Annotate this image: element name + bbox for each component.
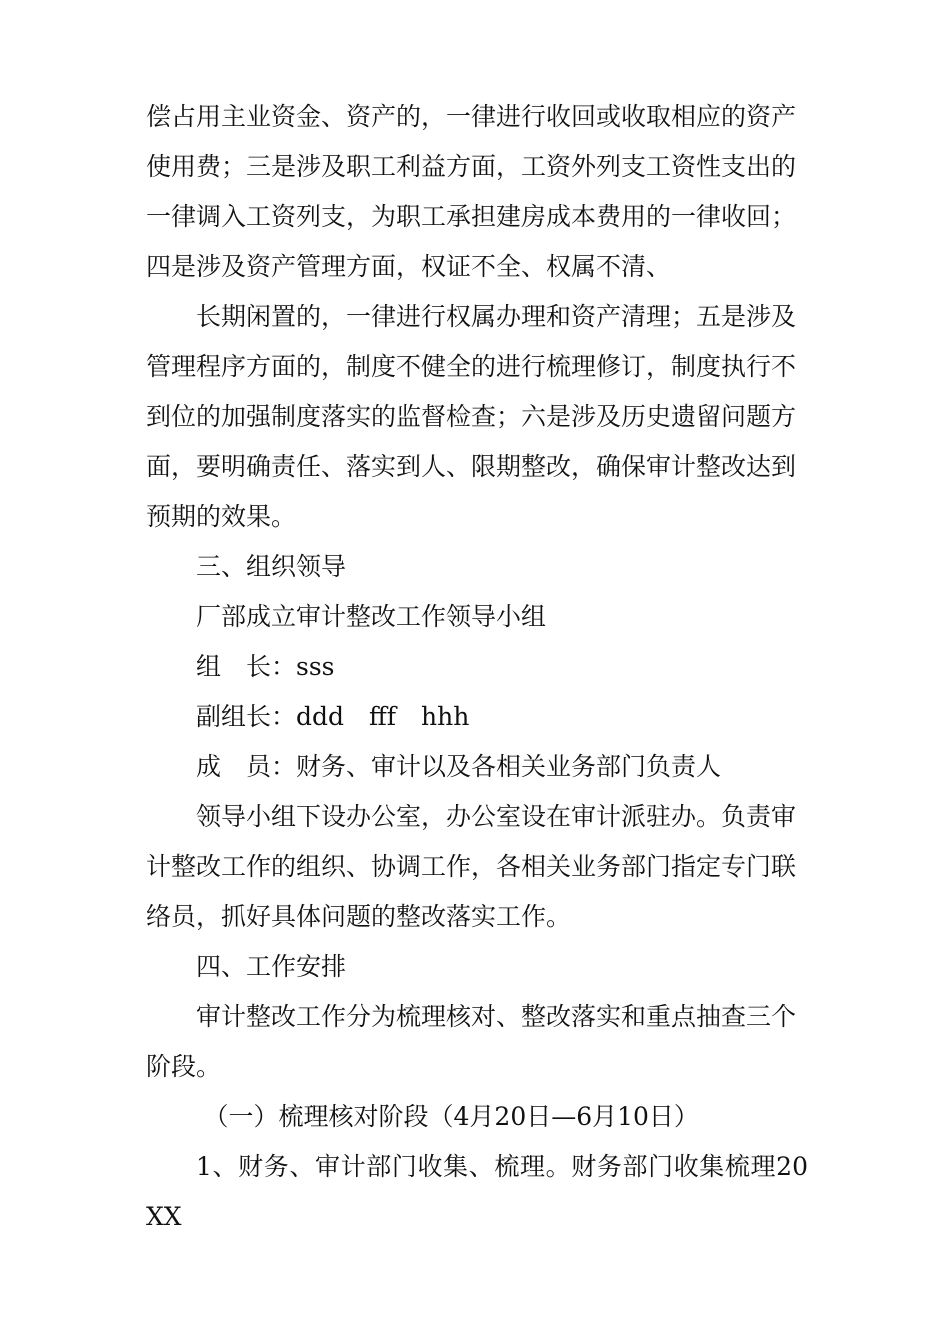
- stage1-heading: （一）梳理核对阶段（4月20日—6月10日）: [203, 1102, 699, 1131]
- text-line: 阶段。: [146, 1052, 222, 1081]
- text-line: 长期闲置的，一律进行权属办理和资产清理；五是涉及: [196, 302, 797, 331]
- text-line: 四是涉及资产管理方面，权证不全、权属不清、: [146, 252, 672, 281]
- paragraph-office: [146, 792, 808, 942]
- text-line: 使用费；三是涉及职工利益方面，工资外列支工资性支出的: [146, 152, 797, 181]
- leading-group-line: 厂部成立审计整改工作领导小组: [196, 602, 547, 631]
- members-line: 成 员：财务、审计以及各相关业务部门负责人: [196, 752, 722, 781]
- text-line: 到位的加强制度落实的监督检查；六是涉及历史遗留问题方: [146, 402, 797, 431]
- text-line: 偿占用主业资金、资产的，一律进行收回或收取相应的资产: [146, 102, 797, 131]
- text-line: 预期的效果。: [146, 502, 297, 531]
- document-body: [146, 92, 808, 1242]
- text-line: 计整改工作的组织、协调工作，各相关业务部门指定专门联: [146, 852, 797, 881]
- paragraph-stages: [146, 992, 808, 1092]
- item-1-line: 1、财务、审计部门收集、梳理。财务部门收集梳理20XX: [146, 1152, 808, 1231]
- text-line: 领导小组下设办公室，办公室设在审计派驻办。负责审: [196, 802, 797, 831]
- deputy-leaders-line: 副组长：ddd fff hhh: [196, 702, 470, 731]
- group-leader-line: 组 长：sss: [196, 652, 335, 681]
- text-line: 审计整改工作分为梳理核对、整改落实和重点抽查三个: [196, 1002, 797, 1031]
- text-line: 管理程序方面的，制度不健全的进行梳理修订，制度执行不: [146, 352, 797, 381]
- text-line: 络员，抓好具体问题的整改落实工作。: [146, 902, 572, 931]
- text-line: 面，要明确责任、落实到人、限期整改，确保审计整改达到: [146, 452, 797, 481]
- section-heading-3: 三、组织领导: [196, 552, 347, 581]
- paragraph-rectification: [146, 292, 808, 542]
- text-line: 一律调入工资列支，为职工承担建房成本费用的一律收回；: [146, 202, 797, 231]
- paragraph-continued: [146, 92, 808, 292]
- section-heading-4: 四、工作安排: [196, 952, 347, 981]
